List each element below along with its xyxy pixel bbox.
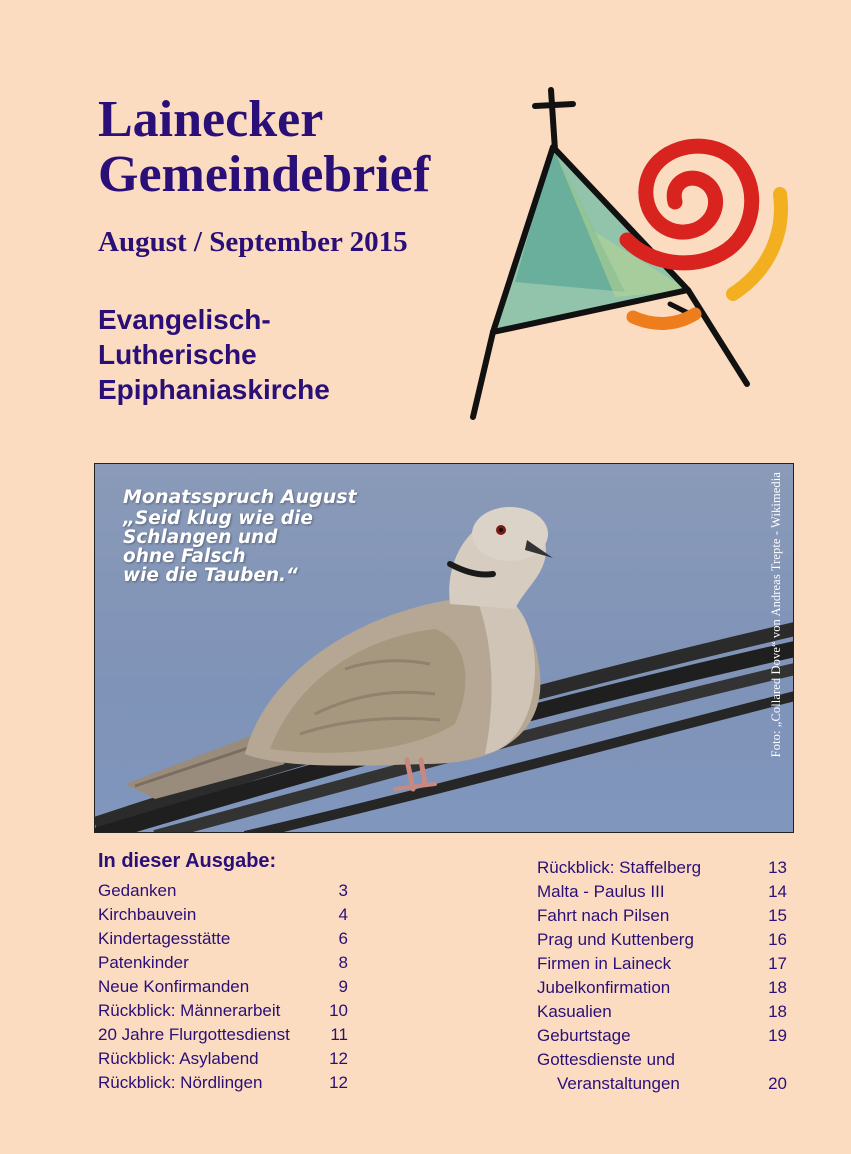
church-line-1: Evangelisch- bbox=[98, 304, 271, 335]
toc-item bbox=[98, 951, 348, 975]
photo-credit: Foto: „Collared Dove“ von Andreas Trepte - Wikimedia bbox=[769, 472, 783, 758]
toc-item bbox=[537, 856, 787, 880]
toc-item bbox=[537, 928, 787, 952]
toc-item-label: Geburtstage bbox=[537, 1026, 631, 1045]
toc-item-page: 18 bbox=[768, 1002, 787, 1021]
logo-cross bbox=[535, 90, 573, 150]
toc-item-label: Fahrt nach Pilsen bbox=[537, 906, 670, 925]
verse-heading: Monatsspruch August bbox=[123, 486, 357, 508]
toc-item-label: Malta - Paulus III bbox=[537, 882, 665, 901]
toc-item-page: 20 bbox=[768, 1074, 787, 1093]
toc-left-column bbox=[98, 879, 348, 1095]
toc-item-label: Rückblick: Nördlingen bbox=[98, 1073, 263, 1092]
toc-item-page: 3 bbox=[338, 881, 348, 900]
toc-item bbox=[98, 975, 348, 999]
toc-item-label: Jubelkonfirmation bbox=[537, 978, 671, 997]
verse-line-3: ohne Falsch bbox=[123, 546, 246, 567]
toc-item-page: 10 bbox=[329, 1001, 348, 1020]
issue-date: August / September 2015 bbox=[98, 226, 408, 258]
toc-item-label: Kindertagesstätte bbox=[98, 929, 231, 948]
toc-item bbox=[537, 1000, 787, 1024]
church-line-2: Lutherische bbox=[98, 339, 257, 370]
toc-item-page: 17 bbox=[768, 954, 787, 973]
toc-item-label: Kirchbauvein bbox=[98, 905, 197, 924]
toc-item-label: Prag und Kuttenberg bbox=[537, 930, 694, 949]
church-name bbox=[98, 302, 330, 407]
verse-line-4: wie die Tauben.“ bbox=[123, 565, 298, 586]
toc-item-label: Gottesdienste und bbox=[537, 1050, 675, 1069]
toc-item-label: 20 Jahre Flurgottesdienst bbox=[98, 1025, 290, 1044]
toc-item-page: 11 bbox=[330, 1025, 348, 1044]
toc-item bbox=[537, 952, 787, 976]
toc-item bbox=[537, 976, 787, 1000]
toc-item bbox=[98, 1071, 348, 1095]
toc-item-page: 16 bbox=[768, 930, 787, 949]
toc-item-page: 4 bbox=[338, 905, 348, 924]
church-line-3: Epiphaniaskirche bbox=[98, 374, 330, 405]
toc-item-page: 15 bbox=[768, 906, 787, 925]
toc-item-label: Rückblick: Staffelberg bbox=[537, 858, 702, 877]
toc-item-page: 18 bbox=[768, 978, 787, 997]
toc-item bbox=[98, 927, 348, 951]
toc-item-label: Firmen in Laineck bbox=[537, 954, 672, 973]
toc-right-column bbox=[537, 856, 787, 1096]
toc-item-label: Kasualien bbox=[537, 1002, 612, 1021]
toc-item-label: Veranstaltungen bbox=[557, 1074, 680, 1093]
toc-item bbox=[98, 999, 348, 1023]
toc-item bbox=[98, 1023, 348, 1047]
monthly-verse bbox=[123, 488, 357, 585]
title-line-2: Gemeindebrief bbox=[98, 146, 431, 203]
toc-item-page: 14 bbox=[768, 882, 787, 901]
toc-item bbox=[537, 1048, 787, 1072]
toc-item-page: 9 bbox=[338, 977, 348, 996]
toc-item bbox=[98, 879, 348, 903]
toc-item-page: 8 bbox=[338, 953, 348, 972]
toc-item bbox=[537, 880, 787, 904]
toc-item bbox=[537, 1024, 787, 1048]
toc-item bbox=[98, 903, 348, 927]
toc-item bbox=[98, 1047, 348, 1071]
toc-item-page: 19 bbox=[768, 1026, 787, 1045]
toc-item-page: 12 bbox=[329, 1073, 348, 1092]
title-line-1: Lainecker bbox=[98, 91, 324, 148]
toc-item bbox=[537, 1072, 787, 1096]
toc-item bbox=[537, 904, 787, 928]
toc-item-label: Rückblick: Männerarbeit bbox=[98, 1001, 281, 1020]
toc-item-page: 6 bbox=[338, 929, 348, 948]
verse-line-2: Schlangen und bbox=[123, 527, 278, 548]
toc-item-label: Gedanken bbox=[98, 881, 177, 900]
verse-line-1: „Seid klug wie die bbox=[123, 508, 313, 529]
toc-item-page: 13 bbox=[768, 858, 787, 877]
toc-heading: In dieser Ausgabe: bbox=[98, 850, 277, 872]
toc-item-label: Patenkinder bbox=[98, 953, 189, 972]
cross-triangle-spiral-logo bbox=[455, 82, 805, 427]
toc-item-page: 12 bbox=[329, 1049, 348, 1068]
toc-item-label: Rückblick: Asylabend bbox=[98, 1049, 259, 1068]
page-title bbox=[98, 92, 430, 202]
dove-photo bbox=[94, 463, 794, 833]
toc-item-label: Neue Konfirmanden bbox=[98, 977, 250, 996]
